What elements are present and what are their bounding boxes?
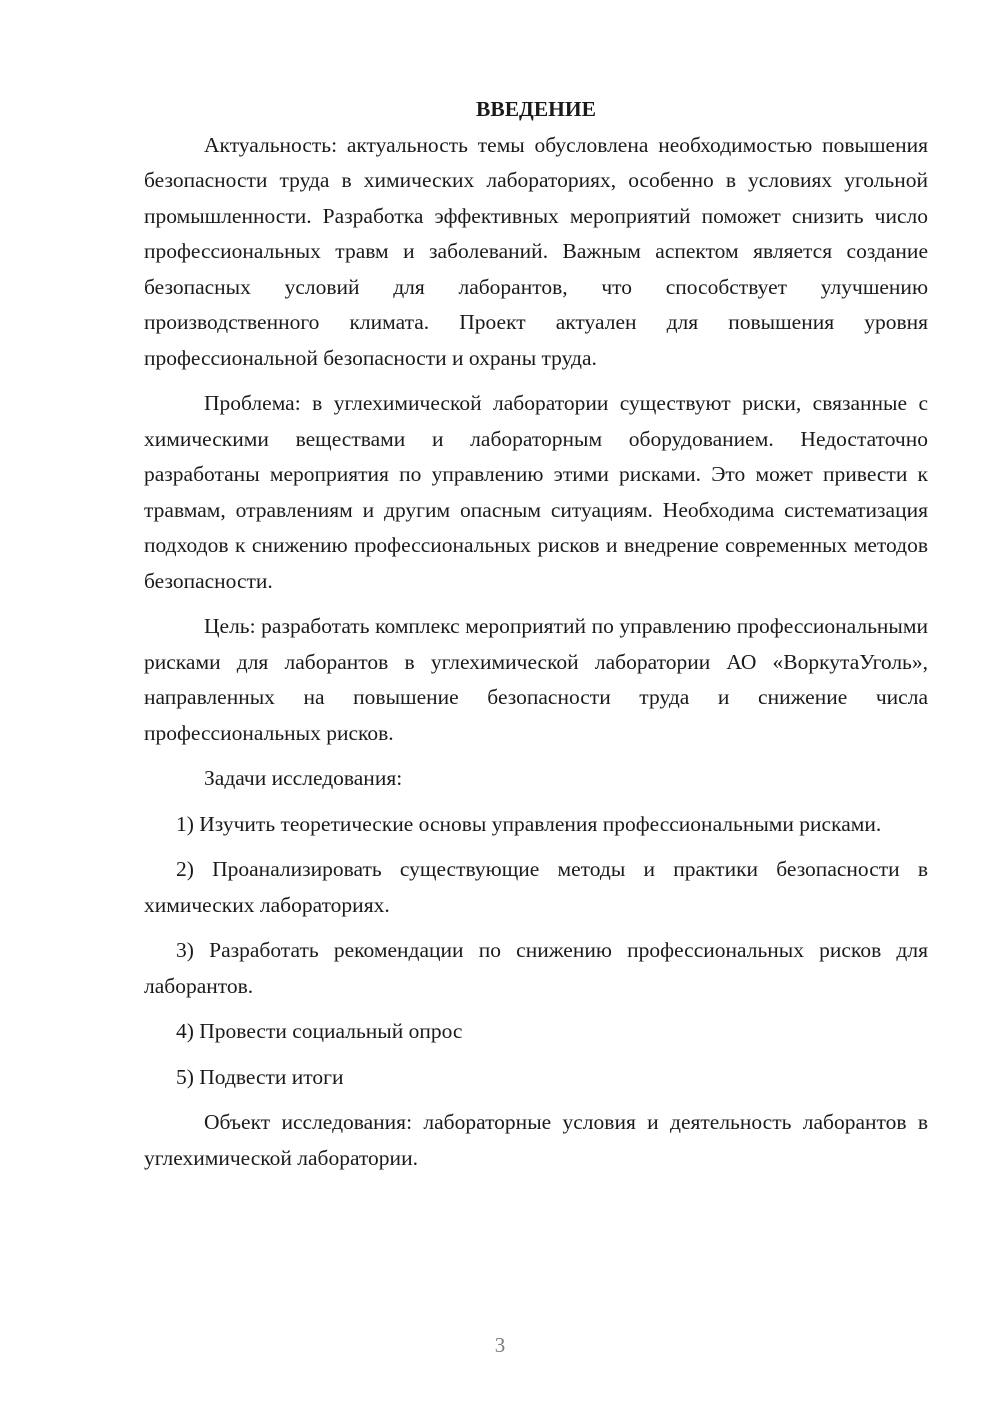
- section-title: ВВЕДЕНИЕ: [476, 97, 596, 121]
- document-page: [144, 92, 928, 1186]
- tasks-heading: Задачи исследования:: [204, 766, 403, 790]
- task-item: 2) Проанализировать существующие методы и практики безопасности в химических лабораториях.: [144, 857, 928, 917]
- paragraph-object: Объект исследования: лабораторные условия и деятельность лаборантов в углехимической лаборатории.: [144, 1110, 928, 1170]
- paragraph-goal: Цель: разработать комплекс мероприятий по управлению профессиональными рисками для лаборантов в углехимической лаборатории АО «ВоркутаУголь», направленных на повышение безопасности труда и снижение числа профессиональных рисков.: [144, 614, 928, 745]
- paragraph-problem: Проблема: в углехимической лаборатории существуют риски, связанные с химическими веществами и лабораторным оборудованием. Недостаточно разработаны мероприятия по управлению этими рисками. Это может привести к травмам, отравлениям и другим опасным ситуациям. Необходима систематизация подходов к снижению профессиональных рисков и внедрение современных методов безопасности.: [144, 391, 928, 593]
- paragraph-relevance: Актуальность: актуальность темы обусловлена необходимостью повышения безопасности труда в химических лабораториях, особенно в условиях угольной промышленности. Разработка эффективных мероприятий поможет снизить число профессиональных травм и заболеваний. Важным аспектом является создание безопасных условий для лаборантов, что способствует улучшению производственного климата. Проект актуален для повышения уровня профессиональной безопасности и охраны труда.: [144, 132, 928, 370]
- task-item: 4) Провести социальный опрос: [176, 1019, 463, 1043]
- task-item: 1) Изучить теоретические основы управления профессиональными рисками.: [176, 811, 882, 836]
- page-number: 3: [494, 1333, 506, 1357]
- task-item: 5) Подвести итоги: [176, 1064, 344, 1089]
- task-item: 3) Разработать рекомендации по снижению профессиональных рисков для лаборантов.: [144, 938, 928, 998]
